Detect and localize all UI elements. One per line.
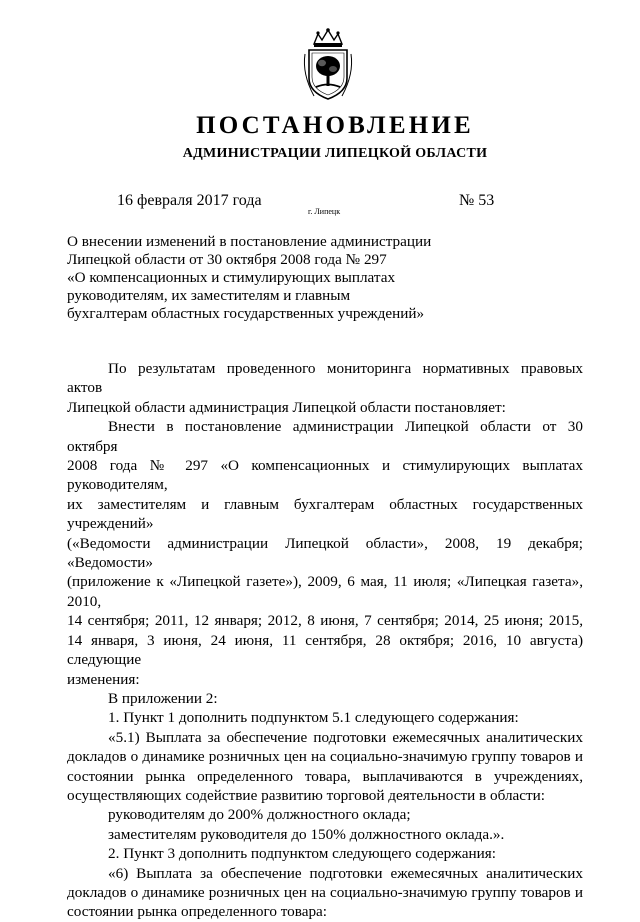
- document-body: [67, 359, 583, 922]
- body-line: (приложение к «Липецкой газете»), 2009, 6 мая, 11 июля; «Липецкая газета», 2010,: [67, 573, 583, 610]
- body-line: 2008 года № 297 «О компенсационных и стимулирующих выплатах руководителям,: [67, 457, 583, 494]
- body-line: «5.1) Выплата за обеспечение подготовки ежемесячных аналитических: [108, 728, 583, 746]
- body-line: их заместителям и главным бухгалтерам областных государственных учреждений»: [67, 495, 583, 533]
- body-line: 2. Пункт 3 дополнить подпунктом следующего содержания:: [108, 845, 496, 863]
- heading-line: руководителям, их заместителям и главным: [67, 287, 351, 304]
- body-line: В приложении 2:: [108, 689, 218, 707]
- body-line: 1. Пункт 1 дополнить подпунктом 5.1 следующего содержания:: [108, 709, 519, 727]
- document-date: 16 февраля 2017 года: [117, 192, 262, 209]
- heading-line: бухгалтерам областных государственных учреждений»: [67, 305, 425, 322]
- body-line: По результатам проведенного мониторинга нормативных правовых актов: [67, 360, 583, 397]
- coat-of-arms-icon: [300, 28, 356, 102]
- body-line: заместителям руководителя до 150% должностного оклада.».: [108, 825, 505, 843]
- body-line: 14 сентября; 2011, 12 января; 2012, 8 июня, 7 сентября; 2014, 25 июня; 2015,: [67, 612, 583, 630]
- body-line: докладов о динамике розничных цен на социально-значимую группу товаров и: [67, 883, 583, 901]
- body-line: 14 января, 3 июня, 24 июня, 11 сентября, 28 октября; 2016, 10 августа) следующие: [67, 631, 583, 669]
- body-line: руководителям до 200% должностного оклада;: [108, 806, 411, 824]
- heading-line: Липецкой области от 30 октября 2008 года № 297: [67, 251, 387, 268]
- document-heading: [67, 233, 487, 323]
- document-number: № 53: [459, 192, 495, 209]
- issuer-subtitle: АДМИНИСТРАЦИИ ЛИПЕЦКОЙ ОБЛАСТИ: [182, 146, 488, 161]
- body-line: изменения:: [67, 670, 140, 688]
- body-line: Липецкой области администрация Липецкой области постановляет:: [67, 398, 506, 416]
- body-line: состоянии рынка определенного товара, выплачиваются в учреждениях,: [67, 767, 583, 785]
- document-city: г. Липецк: [308, 207, 341, 216]
- body-line: Внести в постановление администрации Липецкой области от 30 октября: [67, 418, 583, 455]
- body-line: «6) Выплата за обеспечение подготовки ежемесячных аналитических: [108, 864, 583, 882]
- body-line: состоянии рынка определенного товара:: [67, 903, 328, 921]
- heading-line: О внесении изменений в постановление администрации: [67, 233, 432, 250]
- document-title: ПОСТАНОВЛЕНИЕ: [196, 112, 474, 139]
- body-line: докладов о динамике розничных цен на социально-значимую группу товаров и: [67, 748, 583, 766]
- heading-line: «О компенсационных и стимулирующих выплатах: [67, 269, 396, 286]
- body-line: («Ведомости администрации Липецкой области», 2008, 19 декабря; «Ведомости»: [67, 534, 583, 572]
- body-line: осуществляющих содействие развитию торговой деятельности в области:: [67, 786, 545, 804]
